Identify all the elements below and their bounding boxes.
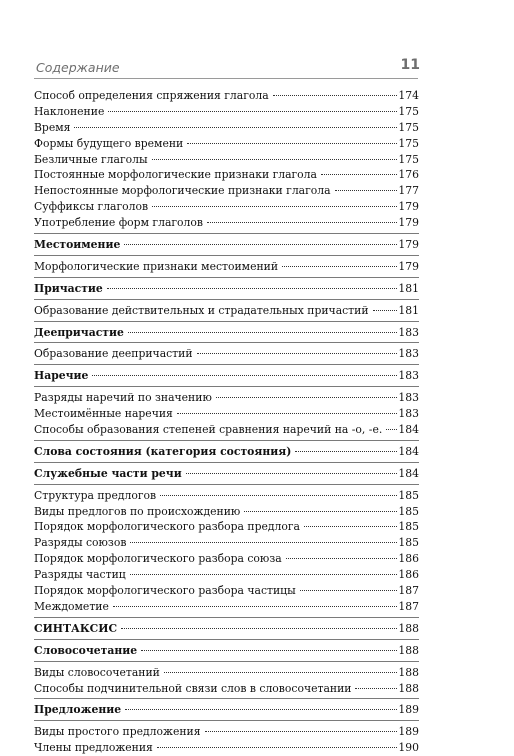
toc-entry-label: Междометие — [34, 599, 109, 613]
table-of-contents — [34, 88, 419, 756]
dot-leader — [273, 95, 398, 96]
toc-entry-label: Предложение — [34, 703, 122, 717]
toc-entry-page: 188 — [398, 643, 419, 657]
dot-leader — [207, 222, 397, 223]
toc-section-heading — [34, 621, 419, 637]
toc-entry-label: Разряды союзов — [34, 536, 127, 550]
toc-entry-label: СИНТАКСИС — [34, 621, 118, 635]
dot-leader — [304, 526, 397, 527]
toc-entry-label: Виды словосочетаний — [34, 665, 160, 679]
section-divider — [34, 277, 419, 278]
section-divider — [34, 639, 419, 640]
toc-section-heading — [34, 281, 419, 297]
toc-entry — [34, 551, 419, 567]
toc-entry-label: Разряды частиц — [34, 568, 126, 582]
section-divider — [34, 233, 419, 234]
toc-entry-page: 179 — [398, 259, 419, 273]
toc-entry-label: Образование действительных и страдательных причастий — [34, 303, 369, 317]
toc-entry — [34, 167, 419, 183]
section-divider — [34, 661, 419, 662]
toc-entry-page: 181 — [398, 303, 419, 317]
toc-entry-page: 183 — [398, 407, 419, 421]
dot-leader — [92, 375, 397, 376]
toc-entry — [34, 681, 419, 697]
dot-leader — [321, 174, 397, 175]
toc-entry-page: 183 — [398, 347, 419, 361]
dot-leader — [177, 413, 398, 414]
toc-entry-page: 183 — [398, 391, 419, 405]
toc-entry-label: Словосочетание — [34, 643, 138, 657]
toc-entry-label: Виды предлогов по происхождению — [34, 504, 241, 518]
toc-entry-page: 174 — [398, 89, 419, 102]
dot-leader — [107, 288, 398, 289]
toc-entry-label: Способы образования степеней сравнения наречий на -о, -е. — [34, 423, 383, 437]
dot-leader — [244, 511, 397, 512]
dot-leader — [124, 244, 397, 245]
dot-leader — [130, 574, 398, 575]
toc-entry-page: 185 — [398, 536, 419, 550]
toc-entry — [34, 303, 419, 319]
dot-leader — [216, 397, 398, 398]
dot-leader — [300, 590, 398, 591]
toc-section-heading — [34, 368, 419, 384]
section-divider — [34, 698, 419, 699]
toc-entry — [34, 215, 419, 231]
section-divider — [34, 342, 419, 343]
dot-leader — [186, 473, 398, 474]
toc-entry — [34, 406, 419, 422]
dot-leader — [197, 353, 398, 354]
toc-entry-page: 175 — [398, 104, 419, 118]
dot-leader — [113, 606, 398, 607]
dot-leader — [125, 709, 397, 710]
toc-entry-label: Способ определения спряжения глагола — [34, 89, 269, 102]
toc-entry-page: 175 — [398, 136, 419, 150]
toc-section-heading — [34, 466, 419, 482]
toc-section-heading — [34, 643, 419, 659]
toc-entry — [34, 504, 419, 520]
running-header-title: Содержание — [36, 60, 120, 75]
toc-entry-label: Местоимённые наречия — [34, 407, 173, 421]
toc-entry-page: 188 — [398, 681, 419, 695]
toc-entry-page: 186 — [398, 552, 419, 566]
section-divider — [34, 617, 419, 618]
toc-entry — [34, 390, 419, 406]
dot-leader — [108, 111, 397, 112]
toc-entry-page: 177 — [398, 184, 419, 198]
toc-entry — [34, 740, 419, 756]
toc-entry — [34, 104, 419, 120]
toc-entry-label: Местоимение — [34, 238, 121, 252]
section-divider — [34, 364, 419, 365]
toc-entry — [34, 136, 419, 152]
toc-entry — [34, 665, 419, 681]
section-divider — [34, 255, 419, 256]
toc-section-heading — [34, 325, 419, 341]
toc-entry-label: Наклонение — [34, 104, 105, 118]
toc-entry-label: Слова состояния (категория состояния) — [34, 444, 292, 458]
toc-entry-label: Члены предложения — [34, 741, 153, 755]
toc-entry-page: 184 — [398, 466, 419, 480]
toc-entry — [34, 599, 419, 615]
dot-leader — [373, 310, 398, 311]
toc-entry-label: Постоянные морфологические признаки глагола — [34, 168, 317, 182]
section-divider — [34, 720, 419, 721]
toc-entry-page: 187 — [398, 584, 419, 598]
page-number: 11 — [400, 57, 420, 73]
toc-entry — [34, 535, 419, 551]
dot-leader — [187, 143, 397, 144]
toc-entry — [34, 259, 419, 275]
dot-leader — [128, 332, 398, 333]
section-divider — [34, 440, 419, 441]
toc-entry-label: Порядок морфологического разбора союза — [34, 552, 282, 566]
toc-entry-label: Разряды наречий по значению — [34, 391, 212, 405]
dot-leader — [152, 159, 398, 160]
toc-entry-label: Порядок морфологического разбора частицы — [34, 584, 296, 598]
toc-entry-page: 185 — [398, 488, 419, 502]
dot-leader — [335, 190, 398, 191]
dot-leader — [164, 672, 398, 673]
toc-entry-page: 184 — [398, 423, 419, 437]
toc-entry-page: 190 — [398, 741, 419, 755]
toc-entry — [34, 152, 419, 168]
toc-entry-page: 189 — [398, 703, 419, 717]
dot-leader — [160, 495, 397, 496]
toc-entry-label: Наречие — [34, 369, 89, 383]
toc-entry-page: 188 — [398, 621, 419, 635]
toc-entry-label: Формы будущего времени — [34, 136, 184, 150]
toc-section-heading — [34, 702, 419, 718]
toc-entry-page: 185 — [398, 520, 419, 534]
toc-entry-label: Время — [34, 120, 71, 134]
toc-entry-label: Виды простого предложения — [34, 725, 201, 739]
toc-entry-label: Непостоянные морфологические признаки глагола — [34, 184, 331, 198]
toc-entry-page: 185 — [398, 504, 419, 518]
toc-entry-page: 187 — [398, 599, 419, 613]
toc-entry-label: Служебные части речи — [34, 466, 182, 480]
toc-entry-page: 186 — [398, 568, 419, 582]
toc-entry-label: Употребление форм глаголов — [34, 216, 203, 230]
toc-entry-page: 176 — [398, 168, 419, 182]
dot-leader — [130, 542, 397, 543]
toc-entry-page: 184 — [398, 444, 419, 458]
toc-entry-page: 179 — [398, 200, 419, 214]
toc-entry-page: 175 — [398, 152, 419, 166]
section-divider — [34, 484, 419, 485]
dot-leader — [121, 628, 397, 629]
toc-entry-label: Суффиксы глаголов — [34, 200, 149, 214]
toc-entry — [34, 183, 419, 199]
toc-entry — [34, 199, 419, 215]
toc-entry-page: 189 — [398, 725, 419, 739]
section-divider — [34, 299, 419, 300]
toc-entry-page: 181 — [398, 281, 419, 295]
toc-section-heading — [34, 237, 419, 253]
section-divider — [34, 321, 419, 322]
toc-entry — [34, 88, 419, 104]
toc-entry-label: Порядок морфологического разбора предлога — [34, 520, 300, 534]
toc-entry — [34, 519, 419, 535]
toc-entry-label: Образование деепричастий — [34, 347, 193, 361]
running-header — [34, 56, 418, 79]
toc-entry — [34, 422, 419, 438]
toc-entry-page: 175 — [398, 120, 419, 134]
dot-leader — [295, 451, 397, 452]
dot-leader — [205, 731, 398, 732]
toc-entry-label: Деепричастие — [34, 325, 124, 339]
toc-section-heading — [34, 444, 419, 460]
toc-entry-label: Морфологические признаки местоимений — [34, 259, 279, 273]
toc-entry-page: 188 — [398, 665, 419, 679]
toc-entry-label: Структура предлогов — [34, 488, 157, 502]
dot-leader — [74, 127, 397, 128]
toc-entry — [34, 346, 419, 362]
dot-leader — [152, 206, 397, 207]
toc-entry-label: Безличные глаголы — [34, 152, 148, 166]
toc-entry-page: 183 — [398, 325, 419, 339]
toc-entry-page: 179 — [398, 216, 419, 230]
toc-entry — [34, 567, 419, 583]
dot-leader — [157, 747, 398, 748]
section-divider — [34, 386, 419, 387]
toc-entry — [34, 488, 419, 504]
dot-leader — [141, 650, 397, 651]
dot-leader — [386, 429, 397, 430]
toc-entry — [34, 724, 419, 740]
dot-leader — [282, 266, 397, 267]
toc-entry-page: 179 — [398, 238, 419, 252]
toc-entry — [34, 583, 419, 599]
dot-leader — [355, 688, 397, 689]
toc-entry-label: Причастие — [34, 281, 103, 295]
dot-leader — [286, 558, 398, 559]
toc-entry-page: 183 — [398, 369, 419, 383]
section-divider — [34, 462, 419, 463]
toc-entry-label: Способы подчинительной связи слов в словосочетании — [34, 681, 352, 695]
toc-entry — [34, 120, 419, 136]
